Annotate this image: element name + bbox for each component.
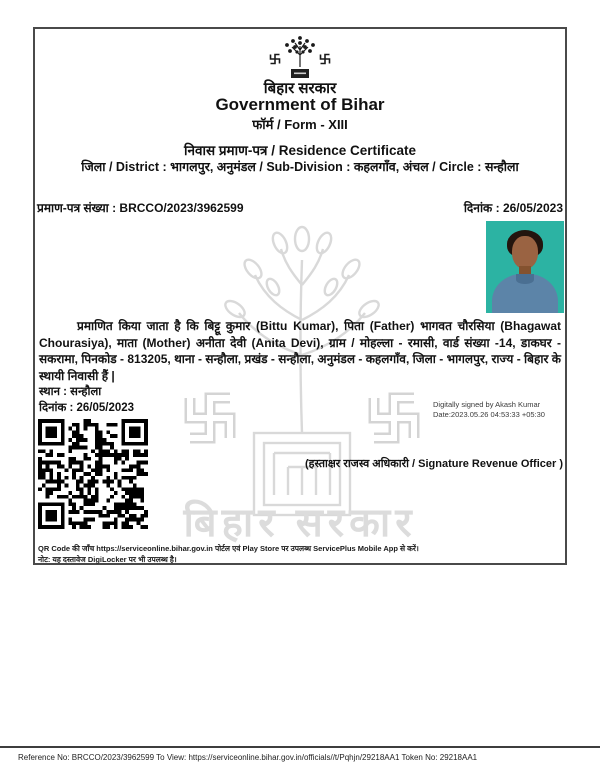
qr-code-icon — [38, 419, 148, 529]
digital-signature-line1: Digitally signed by Akash Kumar — [433, 400, 541, 409]
footer-reference-line: Reference No: BRCCO/2023/3962599 To View: https://serviceonline.bihar.gov.in/officials//t/Pqhjn/29218AA1 Token No: 29218AA1 — [18, 753, 478, 762]
signature-officer-caption: (हस्ताक्षर राजस्व अधिकारी / Signature Revenue Officer ) — [304, 458, 563, 470]
applicant-photo — [486, 221, 564, 313]
certificate-date: दिनांक : 26/05/2023 — [463, 201, 563, 215]
certificate-border-box — [33, 27, 567, 565]
photo-face — [512, 236, 538, 269]
document-title: निवास प्रमाण-पत्र / Residence Certificate — [183, 143, 417, 158]
issue-date: दिनांक : 26/05/2023 — [39, 402, 135, 414]
district-line: जिला / District : भागलपुर, अनुमंडल / Sub-Division : कहलगाँव, अंचल / Circle : सन्हौला — [81, 160, 519, 174]
meta-row — [37, 199, 563, 216]
photo-collar — [516, 274, 534, 284]
footer-divider — [0, 746, 600, 748]
org-name-hindi: बिहार सरकार — [263, 80, 337, 97]
form-number: फॉर्म / Form - XIII — [252, 117, 348, 132]
digital-signature-block — [433, 400, 598, 420]
certificate-number: प्रमाण-पत्र संख्या : BRCCO/2023/3962599 — [37, 201, 244, 215]
qr-code — [38, 419, 148, 529]
org-name-english: Government of Bihar — [215, 95, 385, 114]
note-qr-verification: QR Code की जाँच https://serviceonline.bihar.gov.in पोर्टल एवं Play Store पर उपलब्ध ServicePlus Mobile App से करें। — [38, 544, 419, 553]
digital-signature-line2: Date:2023.05.26 04:53:33 +05:30 — [433, 410, 545, 420]
bihar-emblem-icon — [265, 34, 335, 82]
note-digilocker: नोट: यह दस्तावेज DigiLocker पर भी उपलब्ध है। — [38, 554, 177, 564]
notes-block — [38, 544, 562, 565]
watermark-text: बिहार सरकार — [183, 501, 417, 545]
issue-place: स्थान : सन्हौला — [39, 386, 102, 398]
certificate-body-text: प्रमाणित किया जाता है कि बिट्टू कुमार (Bittu Kumar), पिता (Father) भागवत चौरसिया (Bhagawat Chourasiya), माता (Mother) अनीता देवी (Anita Devi), ग्राम / मोहल्ला - रमासी, वार्ड संख्या -14, डाकघर - सकरामा, पिनकोड - 813205, थाना - सन्हौला, प्रखंड - सन्हौला, अनुमंडल - कहलगाँव, जिला - भागलपुर, राज्य - बिहार के स्थायी निवासी हैं | — [39, 319, 561, 383]
